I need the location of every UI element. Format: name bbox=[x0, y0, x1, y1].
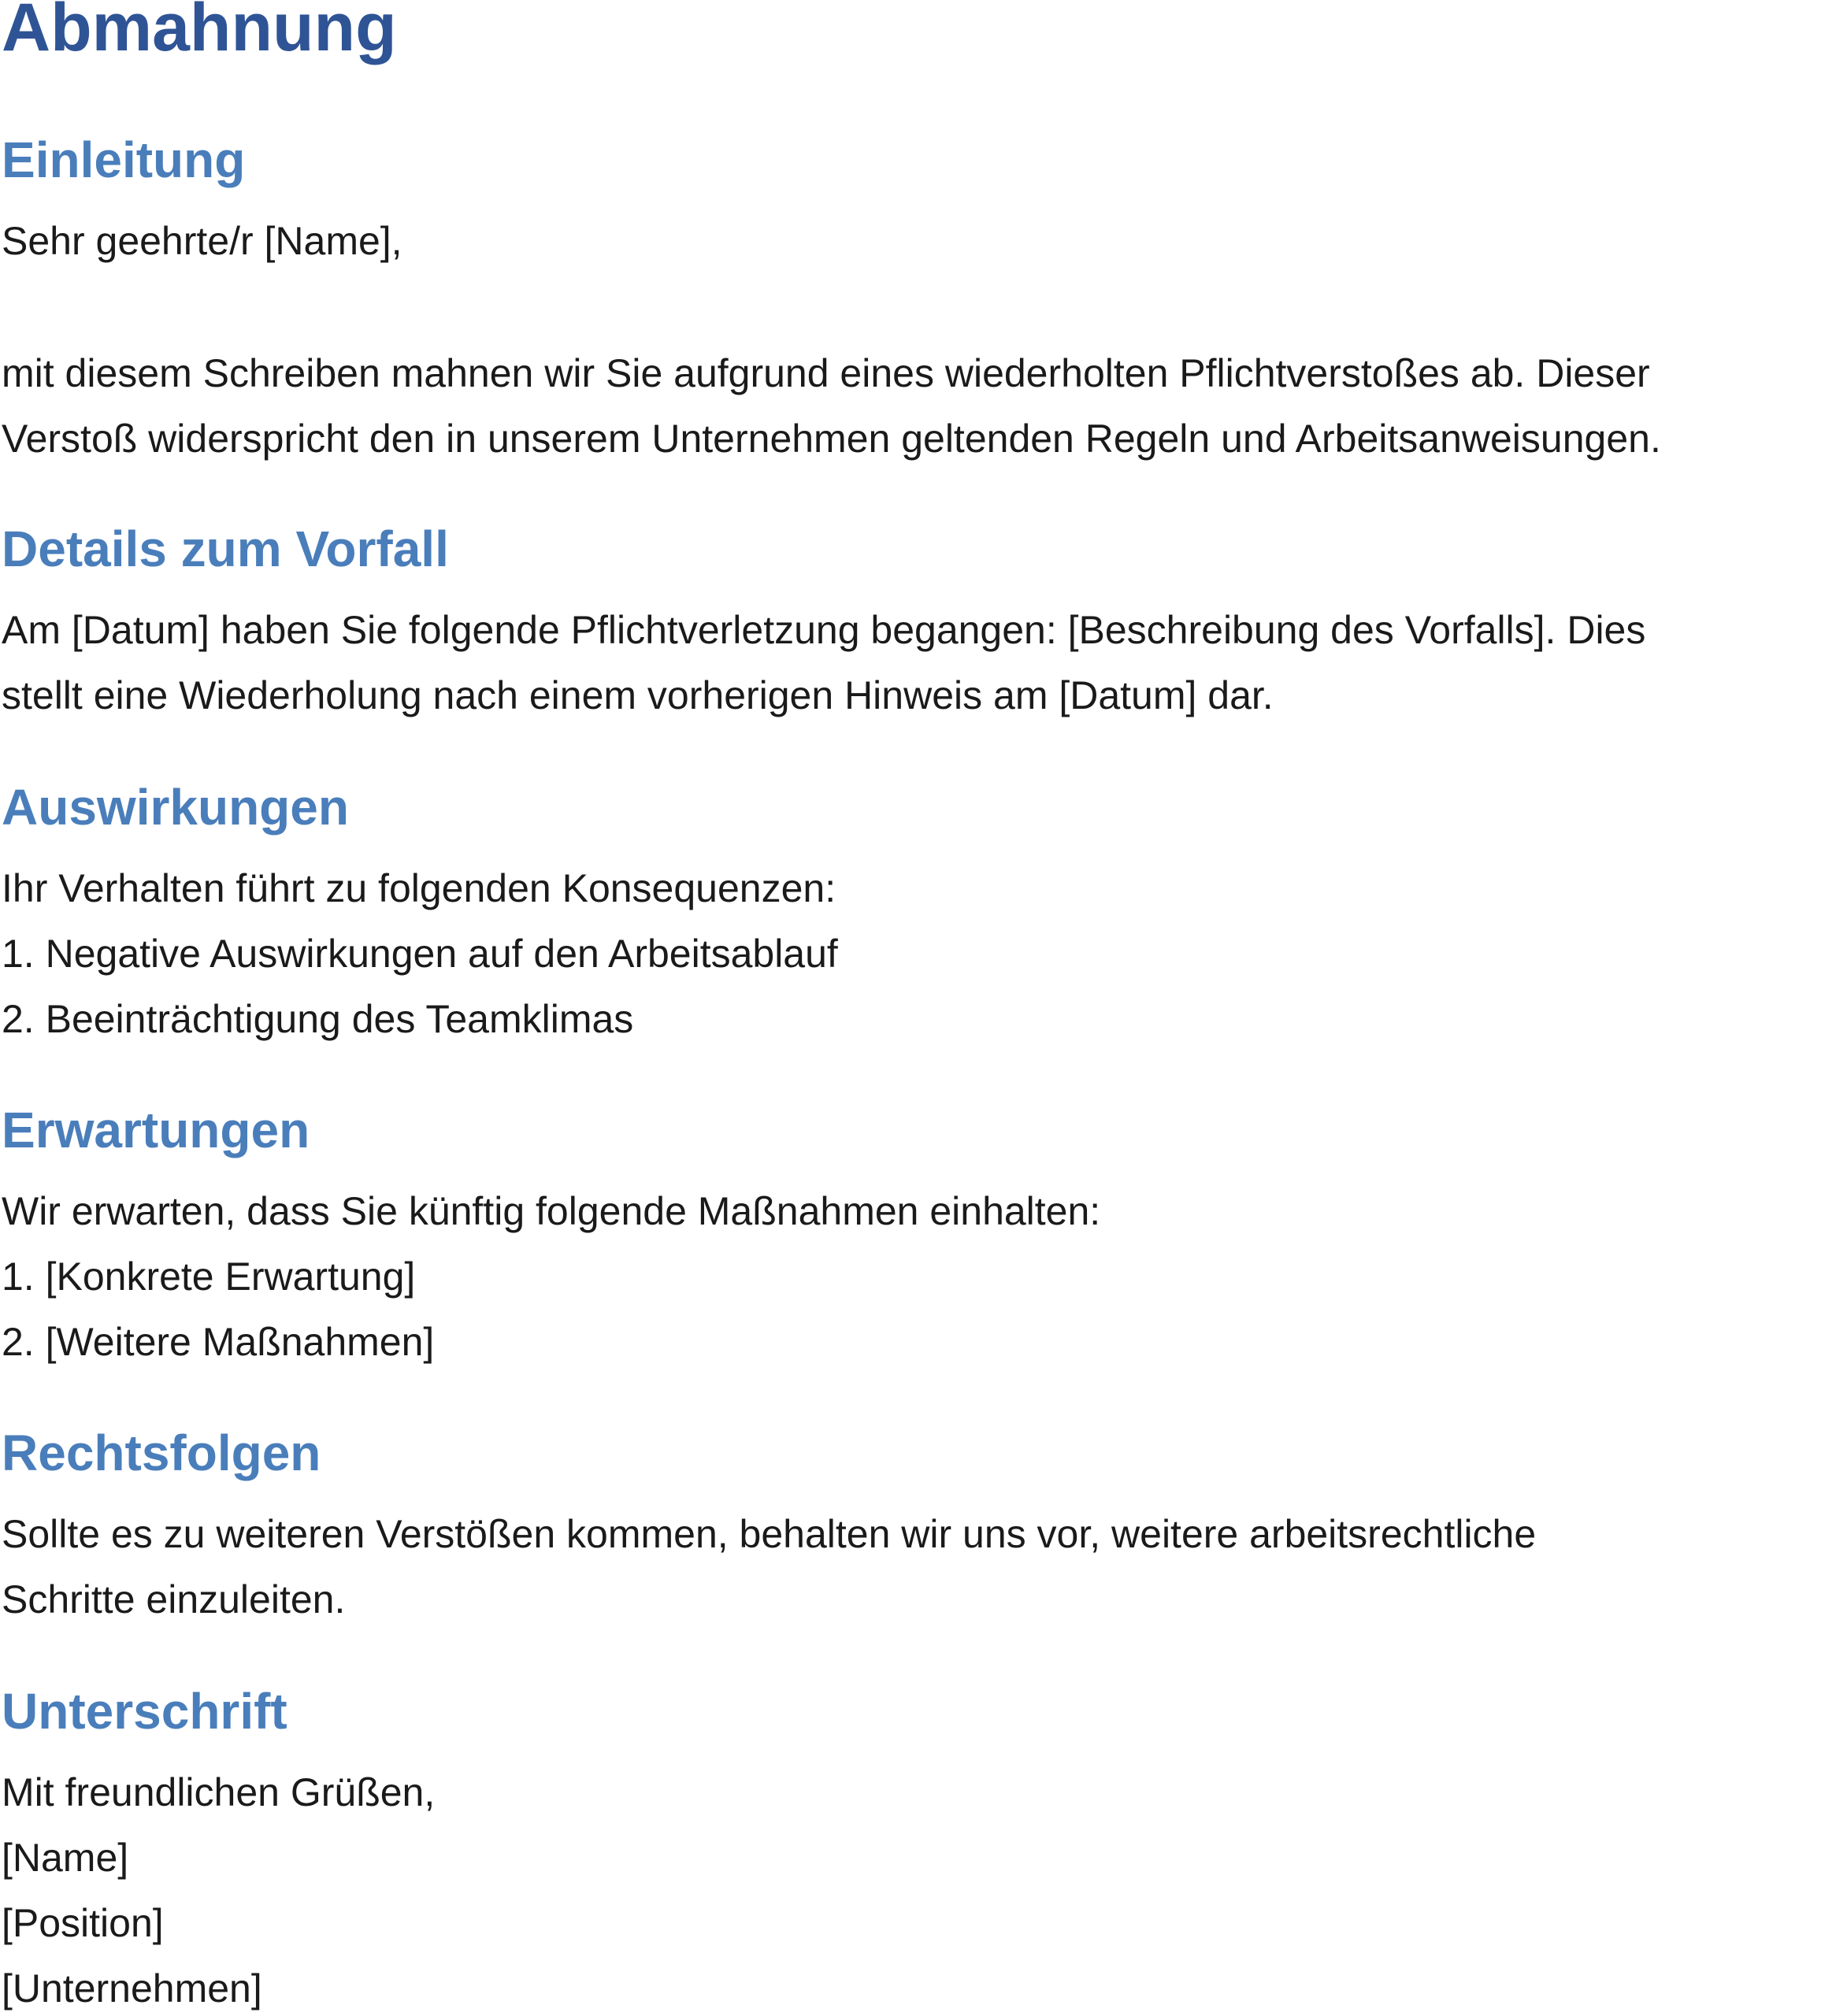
consequences-intro: Ihr Verhalten führt zu folgenden Konsequenzen: bbox=[2, 866, 836, 910]
heading-unterschrift: Unterschrift bbox=[2, 1683, 287, 1740]
legal-consequences-line-1: Sollte es zu weiteren Verstößen kommen, behalten wir uns vor, weitere arbeitsrechtliche bbox=[2, 1512, 1537, 1556]
heading-erwartungen: Erwartungen bbox=[2, 1102, 310, 1158]
greeting-text: Sehr geehrte/r [Name], bbox=[2, 219, 402, 263]
signature-position: [Position] bbox=[2, 1901, 164, 1945]
legal-consequences-line-2: Schritte einzuleiten. bbox=[2, 1577, 346, 1621]
list-item: 1. [Konkrete Erwartung] bbox=[2, 1254, 416, 1299]
document-title: Abmahnung bbox=[2, 0, 397, 65]
closing-text: Mit freundlichen Grüßen, bbox=[2, 1770, 436, 1814]
heading-einleitung: Einleitung bbox=[2, 132, 246, 188]
incident-line-1: Am [Datum] haben Sie folgende Pflichtverletzung begangen: [Beschreibung des Vorfalls]. Dies bbox=[2, 608, 1646, 652]
signature-name: [Name] bbox=[2, 1836, 129, 1880]
signature-company: [Unternehmen] bbox=[2, 1966, 262, 2010]
heading-rechtsfolgen: Rechtsfolgen bbox=[2, 1425, 321, 1481]
list-item: 1. Negative Auswirkungen auf den Arbeitsablauf bbox=[2, 932, 838, 976]
expectations-intro: Wir erwarten, dass Sie künftig folgende Maßnahmen einhalten: bbox=[2, 1189, 1101, 1233]
heading-auswirkungen: Auswirkungen bbox=[2, 779, 349, 836]
intro-paragraph-line-2: Verstoß widerspricht den in unserem Unternehmen geltenden Regeln und Arbeitsanweisungen. bbox=[2, 417, 1661, 461]
heading-details-vorfall: Details zum Vorfall bbox=[2, 521, 449, 577]
incident-line-2: stellt eine Wiederholung nach einem vorherigen Hinweis am [Datum] dar. bbox=[2, 673, 1274, 717]
intro-paragraph-line-1: mit diesem Schreiben mahnen wir Sie aufgrund eines wiederholten Pflichtverstoßes ab. Dieser bbox=[2, 351, 1650, 395]
list-item: 2. Beeinträchtigung des Teamklimas bbox=[2, 997, 634, 1041]
list-item: 2. [Weitere Maßnahmen] bbox=[2, 1320, 435, 1364]
